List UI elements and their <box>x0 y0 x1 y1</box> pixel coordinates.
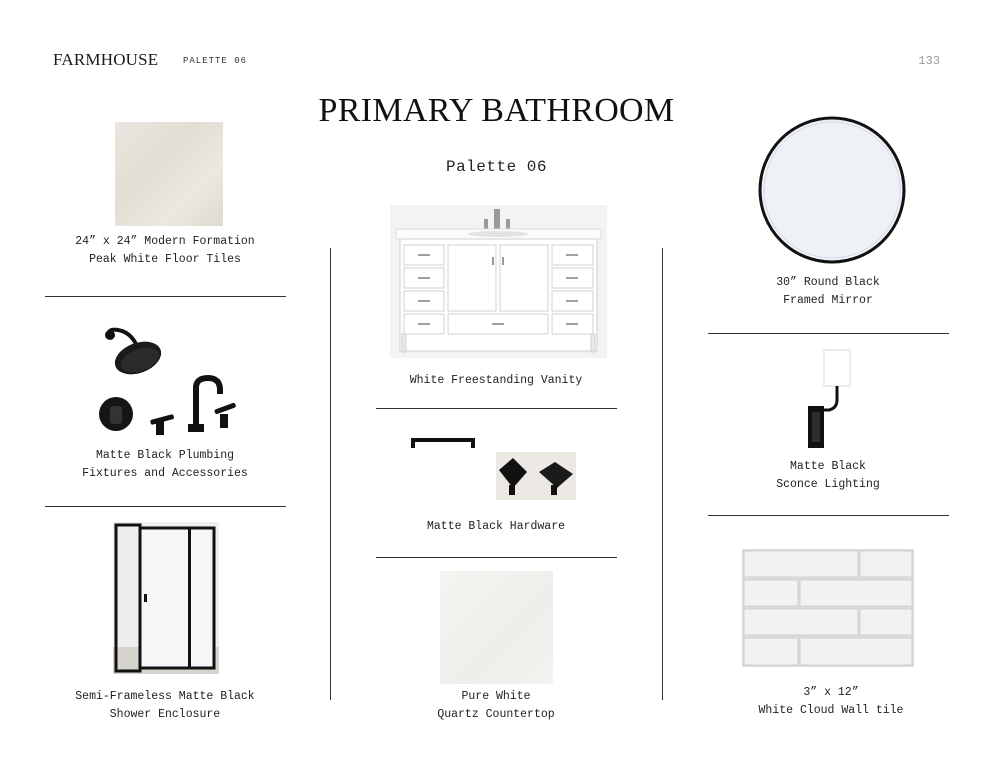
sconce-image <box>798 348 870 450</box>
mirror-caption: 30” Round Black Framed Mirror <box>776 276 880 307</box>
divider <box>708 515 949 516</box>
brand-name: FARMHOUSE <box>53 50 159 69</box>
shower-enclosure-image <box>113 522 219 674</box>
sconce-caption: Matte Black Sconce Lighting <box>776 460 880 491</box>
wall-tile-image <box>742 549 914 667</box>
page-number: 133 <box>918 54 940 68</box>
palette-tag: PALETTE 06 <box>183 56 248 66</box>
divider <box>45 296 286 297</box>
hardware-image <box>405 430 580 502</box>
floor-tile-image <box>115 122 223 226</box>
floor-tiles-caption: 24” x 24” Modern Formation Peak White Floor Tiles <box>75 235 255 266</box>
countertop-image <box>440 571 553 684</box>
divider <box>45 506 286 507</box>
divider <box>376 408 617 409</box>
vanity-caption: White Freestanding Vanity <box>409 374 583 387</box>
column-divider-left <box>330 248 331 700</box>
plumbing-fixtures-image <box>92 326 252 444</box>
round-mirror-image <box>756 114 908 266</box>
divider <box>708 333 949 334</box>
page-title: PRIMARY BATHROOM <box>318 92 675 129</box>
shower-caption: Semi-Frameless Matte Black Shower Enclosure <box>75 690 255 721</box>
plumbing-caption: Matte Black Plumbing Fixtures and Accessories <box>82 449 248 480</box>
vanity-image <box>390 205 607 358</box>
column-divider-right <box>662 248 663 700</box>
wall-tile-caption: 3” x 12” White Cloud Wall tile <box>758 686 904 717</box>
page-subtitle: Palette 06 <box>445 158 547 176</box>
divider <box>376 557 617 558</box>
hardware-caption: Matte Black Hardware <box>426 520 566 533</box>
countertop-caption: Pure White Quartz Countertop <box>437 690 555 721</box>
